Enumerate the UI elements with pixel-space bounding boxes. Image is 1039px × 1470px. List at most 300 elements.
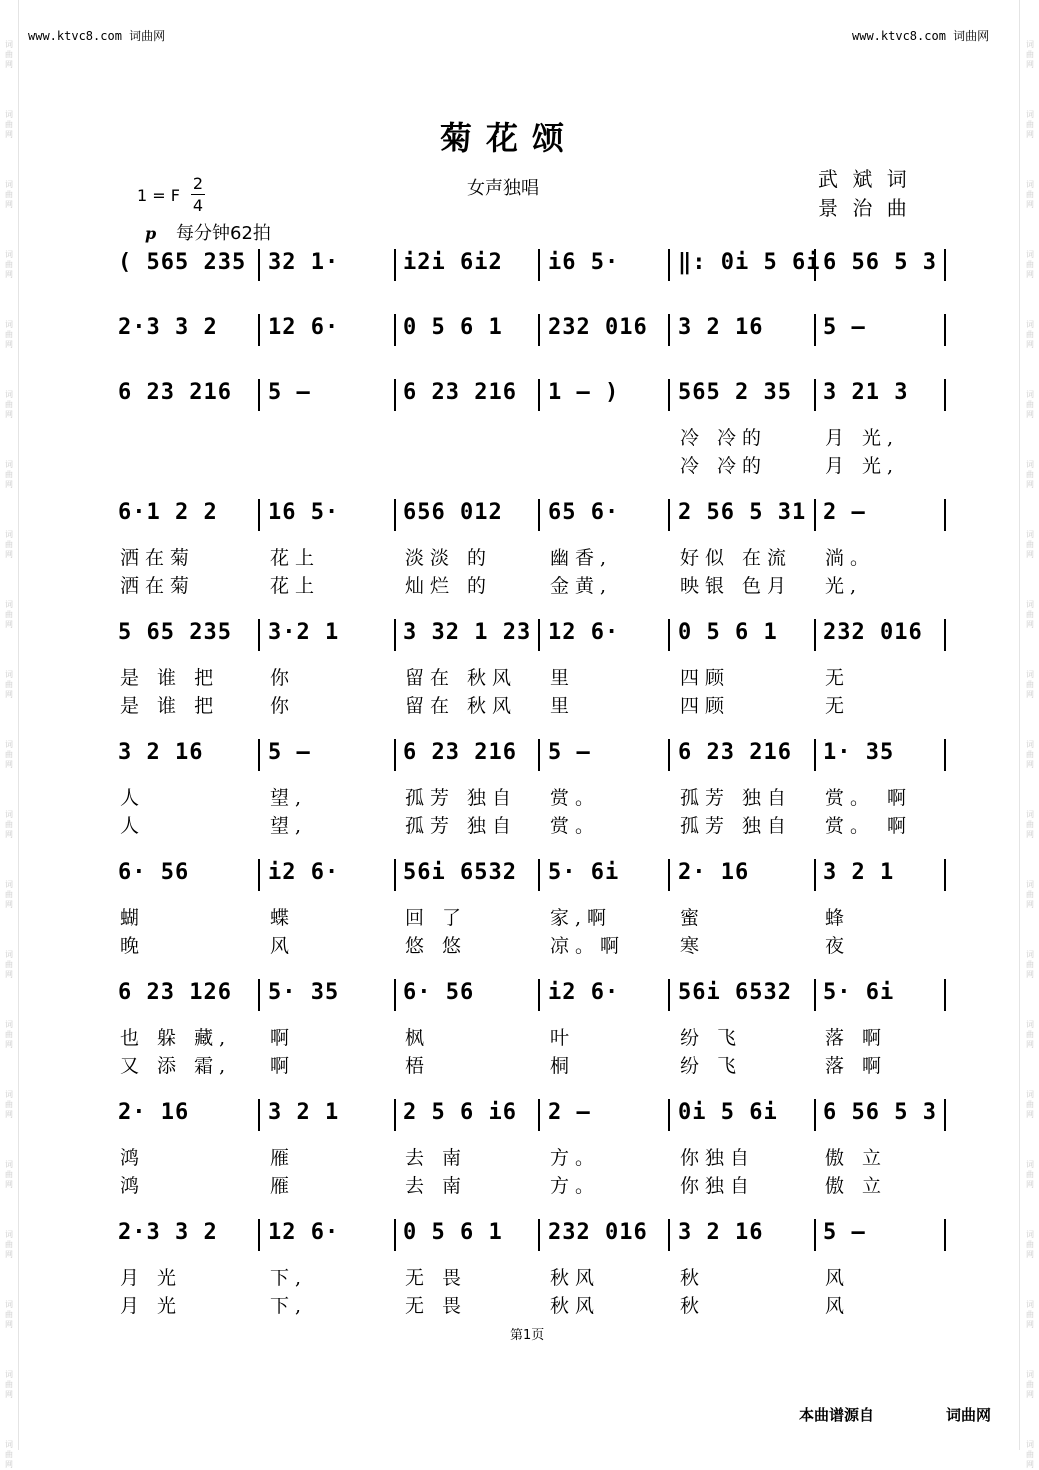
watermark-char: 网 xyxy=(5,200,13,209)
lyric-verse-1: 家,啊 xyxy=(550,907,613,929)
measure: 3 21 3 xyxy=(823,380,909,405)
lyric-verse-2: 灿烂 的 xyxy=(405,575,493,597)
watermark-char: 曲 xyxy=(5,680,13,689)
barline xyxy=(538,249,540,281)
barline xyxy=(944,859,946,891)
watermark-char: 词 xyxy=(1026,530,1034,539)
lyric-verse-1: 枫 xyxy=(405,1027,431,1049)
watermark-char: 词 xyxy=(5,460,13,469)
watermark-char: 词 xyxy=(1026,950,1034,959)
header-site-left[interactable]: www.ktvc8.com 词曲网 xyxy=(28,29,166,43)
barline xyxy=(538,979,540,1011)
measure: i6 5· xyxy=(548,250,620,275)
time-sig-bottom: 4 xyxy=(192,196,204,215)
measure: 6 56 5 3 xyxy=(823,1100,937,1125)
composer-credit: 景 治 曲 xyxy=(818,196,911,220)
lyric-verse-2: 鸿 xyxy=(120,1175,146,1197)
watermark-char: 网 xyxy=(5,130,13,139)
barline xyxy=(394,379,396,411)
watermark-char: 曲 xyxy=(5,190,13,199)
barline xyxy=(538,1099,540,1131)
lyric-verse-1: 四顾 xyxy=(680,667,731,689)
watermark-char: 网 xyxy=(5,690,13,699)
barline xyxy=(944,379,946,411)
barline xyxy=(668,1219,670,1251)
watermark-char: 网 xyxy=(5,410,13,419)
watermark-char: 曲 xyxy=(1026,1170,1034,1179)
barline xyxy=(668,1099,670,1131)
measure: 2·3 3 2 xyxy=(118,1220,218,1245)
watermark-char: 网 xyxy=(5,760,13,769)
watermark-char: 曲 xyxy=(5,470,13,479)
lyric-verse-2: 夜 xyxy=(825,935,851,957)
watermark-char: 曲 xyxy=(1026,540,1034,549)
measure: 0 5 6 1 xyxy=(403,315,503,340)
measure: 0 5 6 1 xyxy=(403,1220,503,1245)
barline xyxy=(394,1099,396,1131)
watermark-char: 曲 xyxy=(5,1380,13,1389)
lyric-verse-1: 月 光, xyxy=(825,427,900,449)
barline xyxy=(394,1219,396,1251)
measure: ( 565 235 xyxy=(118,250,247,275)
barline xyxy=(538,739,540,771)
barline xyxy=(258,859,260,891)
lyric-verse-2: 晚 xyxy=(120,935,146,957)
watermark-char: 词 xyxy=(5,320,13,329)
lyric-verse-1: 傲 立 xyxy=(825,1147,888,1169)
lyric-verse-1: 是 谁 把 xyxy=(120,667,220,689)
barline xyxy=(538,499,540,531)
barline xyxy=(258,739,260,771)
lyric-verse-2: 傲 立 xyxy=(825,1175,888,1197)
watermark-char: 网 xyxy=(5,970,13,979)
lyric-verse-1: 风 xyxy=(825,1267,851,1289)
song-title: 菊花颂 xyxy=(440,119,579,157)
watermark-char: 曲 xyxy=(5,750,13,759)
watermark-char: 词 xyxy=(5,670,13,679)
watermark-char: 网 xyxy=(1026,270,1034,279)
lyric-verse-2: 是 谁 把 xyxy=(120,695,220,717)
score-row xyxy=(112,1215,948,1317)
measure: 6·1 2 2 xyxy=(118,500,218,525)
barline xyxy=(668,739,670,771)
lyric-verse-2: 你独自 xyxy=(680,1175,756,1197)
barline xyxy=(944,619,946,651)
barline xyxy=(538,619,540,651)
measure: 0 5 6 1 xyxy=(678,620,778,645)
watermark-char: 网 xyxy=(1026,1110,1034,1119)
measure: 6 23 216 xyxy=(403,380,517,405)
lyric-verse-1: 蝶 xyxy=(270,907,296,929)
watermark-char: 曲 xyxy=(5,330,13,339)
measure: 3·2 1 xyxy=(268,620,340,645)
lyric-verse-1: 叶 xyxy=(550,1027,576,1049)
barline xyxy=(944,979,946,1011)
lyric-verse-1: 秋 xyxy=(680,1267,706,1289)
lyric-verse-2: 凉。啊 xyxy=(550,935,626,957)
barline xyxy=(668,859,670,891)
lyric-verse-2: 映银 色月 xyxy=(680,575,793,597)
watermark-char: 曲 xyxy=(1026,400,1034,409)
measure: 12 6· xyxy=(268,1220,340,1245)
lyric-verse-2: 花上 xyxy=(270,575,321,597)
time-sig-top: 2 xyxy=(192,174,204,193)
barline xyxy=(668,379,670,411)
lyric-verse-2: 你 xyxy=(270,695,296,717)
watermark-char: 网 xyxy=(5,480,13,489)
measure: i2 6· xyxy=(548,980,620,1005)
watermark-char: 曲 xyxy=(5,400,13,409)
measure: ‖: 0i 5 6i xyxy=(678,250,821,275)
measure: 2· 16 xyxy=(118,1100,190,1125)
barline xyxy=(668,314,670,346)
watermark-char: 词 xyxy=(1026,320,1034,329)
lyric-verse-2: 啊 xyxy=(270,1055,296,1077)
watermark-char: 词 xyxy=(5,740,13,749)
lyric-verse-1: 蝴 xyxy=(120,907,146,929)
score-row xyxy=(112,310,948,354)
barline xyxy=(258,249,260,281)
score-row xyxy=(112,855,948,957)
measure: 3 2 1 xyxy=(823,860,895,885)
watermark-char: 网 xyxy=(5,1320,13,1329)
score-row xyxy=(112,495,948,597)
barline xyxy=(944,739,946,771)
lyric-verse-1: 你独自 xyxy=(680,1147,756,1169)
lyric-verse-2: 人 xyxy=(120,815,146,837)
barline xyxy=(944,1219,946,1251)
watermark-char: 网 xyxy=(1026,410,1034,419)
lyric-verse-2: 赏。 xyxy=(550,815,601,837)
watermark-char: 词 xyxy=(5,810,13,819)
watermark-char: 网 xyxy=(1026,1180,1034,1189)
score-row xyxy=(112,735,948,837)
lyric-verse-2: 桐 xyxy=(550,1055,576,1077)
watermark-char: 词 xyxy=(1026,250,1034,259)
lyric-verse-1: 雁 xyxy=(270,1147,296,1169)
watermark-char: 曲 xyxy=(5,610,13,619)
watermark-char: 网 xyxy=(5,270,13,279)
lyric-verse-1: 纷 飞 xyxy=(680,1027,743,1049)
barline xyxy=(394,499,396,531)
barline xyxy=(668,249,670,281)
measure: 3 2 16 xyxy=(678,315,764,340)
barline xyxy=(814,379,816,411)
measure: 12 6· xyxy=(548,620,620,645)
watermark-char: 词 xyxy=(5,1020,13,1029)
watermark-char: 词 xyxy=(5,110,13,119)
lyric-verse-2: 风 xyxy=(825,1295,851,1317)
watermark-char: 曲 xyxy=(5,260,13,269)
barline xyxy=(668,499,670,531)
measure: 2 – xyxy=(823,500,866,525)
score-row xyxy=(112,245,948,289)
watermark-char: 曲 xyxy=(5,1450,13,1459)
measure: 232 016 xyxy=(548,1220,648,1245)
lyric-verse-1: 幽香, xyxy=(550,547,613,569)
watermark-char: 词 xyxy=(5,1300,13,1309)
measure: 16 5· xyxy=(268,500,340,525)
lyric-verse-1: 无 xyxy=(825,667,851,689)
measure: i2i 6i2 xyxy=(403,250,503,275)
lyric-verse-2: 赏。 啊 xyxy=(825,815,913,837)
lyric-verse-2: 孤芳 独自 xyxy=(680,815,793,837)
measure: 2·3 3 2 xyxy=(118,315,218,340)
lyric-verse-1: 无 畏 xyxy=(405,1267,468,1289)
measure: 65 6· xyxy=(548,500,620,525)
watermark-char: 网 xyxy=(5,1180,13,1189)
lyric-verse-2: 秋风 xyxy=(550,1295,601,1317)
barline xyxy=(814,859,816,891)
lyric-verse-1: 落 啊 xyxy=(825,1027,888,1049)
measure: 5 – xyxy=(548,740,591,765)
measure: 56i 6532 xyxy=(678,980,792,1005)
lyric-verse-2: 里 xyxy=(550,695,576,717)
measure: 5 – xyxy=(823,315,866,340)
lyric-verse-2: 望, xyxy=(270,815,308,837)
watermark-char: 词 xyxy=(1026,1230,1034,1239)
measure: 2 5 6 i6 xyxy=(403,1100,517,1125)
watermark-char: 词 xyxy=(5,950,13,959)
watermark-char: 曲 xyxy=(1026,120,1034,129)
watermark-char: 曲 xyxy=(5,1240,13,1249)
watermark-char: 网 xyxy=(1026,760,1034,769)
watermark-char: 词 xyxy=(5,1230,13,1239)
measure: 3 32 1 23 xyxy=(403,620,532,645)
watermark-char: 词 xyxy=(1026,1160,1034,1169)
watermark-char: 网 xyxy=(1026,130,1034,139)
measure: 6 23 216 xyxy=(118,380,232,405)
watermark-char: 曲 xyxy=(1026,190,1034,199)
measure: i2 6· xyxy=(268,860,340,885)
measure: 6 23 216 xyxy=(403,740,517,765)
lyric-verse-2: 无 xyxy=(825,695,851,717)
watermark-char: 曲 xyxy=(1026,1030,1034,1039)
watermark-char: 曲 xyxy=(1026,1450,1034,1459)
watermark-char: 网 xyxy=(5,1460,13,1469)
measure: 656 012 xyxy=(403,500,503,525)
lyric-verse-1: 鸿 xyxy=(120,1147,146,1169)
watermark-char: 网 xyxy=(1026,340,1034,349)
barline xyxy=(258,499,260,531)
lyric-verse-1: 秋风 xyxy=(550,1267,601,1289)
barline xyxy=(394,739,396,771)
watermark-char: 词 xyxy=(5,1090,13,1099)
watermark-char: 词 xyxy=(5,880,13,889)
lyric-verse-1: 回 了 xyxy=(405,907,468,929)
measure: 2· 16 xyxy=(678,860,750,885)
lyric-verse-2: 落 啊 xyxy=(825,1055,888,1077)
watermark-char: 词 xyxy=(5,1440,13,1449)
lyric-verse-1: 月 光 xyxy=(120,1267,183,1289)
watermark-char: 曲 xyxy=(5,1170,13,1179)
source-name[interactable]: 词曲网 xyxy=(946,1406,992,1424)
lyricist-credit: 武 斌 词 xyxy=(818,167,911,191)
watermark-char: 曲 xyxy=(1026,1100,1034,1109)
watermark-char: 词 xyxy=(5,530,13,539)
lyric-verse-1: 啊 xyxy=(270,1027,296,1049)
watermark-char: 词 xyxy=(5,40,13,49)
lyric-verse-2: 寒 xyxy=(680,935,706,957)
lyric-verse-1: 蜜 xyxy=(680,907,706,929)
lyric-verse-2: 秋 xyxy=(680,1295,706,1317)
lyric-verse-2: 洒在菊 xyxy=(120,575,196,597)
lyric-verse-1: 好似 在流 xyxy=(680,547,793,569)
barline xyxy=(814,499,816,531)
watermark-char: 曲 xyxy=(1026,820,1034,829)
lyric-verse-2: 风 xyxy=(270,935,296,957)
performance-type: 女声独唱 xyxy=(467,178,539,199)
barline xyxy=(394,619,396,651)
watermark-char: 曲 xyxy=(1026,960,1034,969)
lyric-verse-2: 光, xyxy=(825,575,863,597)
watermark-char: 网 xyxy=(1026,60,1034,69)
barline xyxy=(538,379,540,411)
watermark-char: 网 xyxy=(1026,1460,1034,1469)
watermark-char: 曲 xyxy=(5,1100,13,1109)
watermark-char: 曲 xyxy=(1026,1380,1034,1389)
measure: 3 2 1 xyxy=(268,1100,340,1125)
watermark-char: 曲 xyxy=(1026,1240,1034,1249)
barline xyxy=(258,979,260,1011)
right-border xyxy=(1019,0,1020,1450)
lyric-verse-1: 赏。 xyxy=(550,787,601,809)
lyric-verse-1: 望, xyxy=(270,787,308,809)
watermark-char: 词 xyxy=(1026,880,1034,889)
measure: 6· 56 xyxy=(118,860,190,885)
barline xyxy=(538,859,540,891)
lyric-verse-2: 雁 xyxy=(270,1175,296,1197)
measure: 1· 35 xyxy=(823,740,895,765)
measure: 232 016 xyxy=(548,315,648,340)
watermark-char: 曲 xyxy=(1026,260,1034,269)
watermark-char: 网 xyxy=(5,1110,13,1119)
watermark-char: 曲 xyxy=(1026,680,1034,689)
lyric-verse-2: 四顾 xyxy=(680,695,731,717)
watermark-char: 曲 xyxy=(5,890,13,899)
barline xyxy=(944,249,946,281)
measure: 6 23 216 xyxy=(678,740,792,765)
lyric-verse-2: 方。 xyxy=(550,1175,601,1197)
lyric-verse-1: 里 xyxy=(550,667,576,689)
watermark-char: 网 xyxy=(1026,1040,1034,1049)
watermark-char: 曲 xyxy=(5,1310,13,1319)
score-row xyxy=(112,615,948,717)
watermark-char: 网 xyxy=(1026,480,1034,489)
watermark-char: 词 xyxy=(5,1160,13,1169)
measure: 5 – xyxy=(268,740,311,765)
watermark-char: 网 xyxy=(1026,690,1034,699)
barline xyxy=(814,739,816,771)
watermark-char: 曲 xyxy=(1026,750,1034,759)
barline xyxy=(668,979,670,1011)
time-signature xyxy=(191,174,205,215)
watermark-char: 词 xyxy=(1026,740,1034,749)
score-row xyxy=(112,975,948,1077)
header-site-right[interactable]: www.ktvc8.com 词曲网 xyxy=(852,29,990,43)
watermark-char: 网 xyxy=(5,1250,13,1259)
measure: 3 2 16 xyxy=(118,740,204,765)
measure: 32 1· xyxy=(268,250,340,275)
watermark-char: 网 xyxy=(5,830,13,839)
watermark-char: 曲 xyxy=(1026,890,1034,899)
lyric-verse-1: 也 躲 藏, xyxy=(120,1027,232,1049)
lyric-verse-2: 孤芳 独自 xyxy=(405,815,518,837)
lyric-verse-1: 人 xyxy=(120,787,146,809)
watermark-char: 网 xyxy=(1026,900,1034,909)
watermark-char: 词 xyxy=(5,390,13,399)
watermark-char: 词 xyxy=(5,1370,13,1379)
watermark-char: 网 xyxy=(5,900,13,909)
lyric-verse-2: 纷 飞 xyxy=(680,1055,743,1077)
lyric-verse-1: 孤芳 独自 xyxy=(680,787,793,809)
watermark-char: 曲 xyxy=(5,1030,13,1039)
left-watermark-strip xyxy=(0,0,18,1469)
barline xyxy=(814,1219,816,1251)
tempo-marking: 每分钟62拍 xyxy=(176,223,271,244)
barline xyxy=(814,619,816,651)
lyric-verse-2: 月 光, xyxy=(825,455,900,477)
lyric-verse-1: 方。 xyxy=(550,1147,601,1169)
page-number: 第1页 xyxy=(510,1328,545,1343)
measure: 6 56 5 3 xyxy=(823,250,937,275)
barline xyxy=(258,314,260,346)
lyric-verse-1: 去 南 xyxy=(405,1147,468,1169)
barline xyxy=(944,499,946,531)
watermark-char: 曲 xyxy=(5,820,13,829)
measure: 3 2 16 xyxy=(678,1220,764,1245)
lyric-verse-2: 月 光 xyxy=(120,1295,183,1317)
lyric-verse-1: 洒在菊 xyxy=(120,547,196,569)
lyric-verse-2: 无 畏 xyxy=(405,1295,468,1317)
watermark-char: 曲 xyxy=(1026,330,1034,339)
watermark-char: 词 xyxy=(1026,810,1034,819)
lyric-verse-1: 留在 秋风 xyxy=(405,667,518,689)
key-signature: 1 = F xyxy=(137,186,180,205)
lyric-verse-1: 下, xyxy=(270,1267,308,1289)
barline xyxy=(258,619,260,651)
barline xyxy=(944,1099,946,1131)
watermark-char: 词 xyxy=(5,180,13,189)
lyric-verse-2: 下, xyxy=(270,1295,308,1317)
watermark-char: 网 xyxy=(1026,550,1034,559)
lyric-verse-1: 孤芳 独自 xyxy=(405,787,518,809)
barline xyxy=(538,314,540,346)
lyric-verse-2: 金黄, xyxy=(550,575,613,597)
watermark-char: 词 xyxy=(1026,390,1034,399)
measure: 2 56 5 31 xyxy=(678,500,807,525)
watermark-char: 曲 xyxy=(5,50,13,59)
lyric-verse-1: 冷 冷的 xyxy=(680,427,768,449)
left-border xyxy=(18,0,19,1450)
watermark-char: 曲 xyxy=(5,960,13,969)
measure: 6 23 126 xyxy=(118,980,232,1005)
watermark-char: 词 xyxy=(1026,1020,1034,1029)
lyric-verse-2: 留在 秋风 xyxy=(405,695,518,717)
right-watermark-strip xyxy=(1021,0,1039,1469)
lyric-verse-2: 冷 冷的 xyxy=(680,455,768,477)
watermark-char: 词 xyxy=(5,250,13,259)
measure: 232 016 xyxy=(823,620,923,645)
measure: 565 2 35 xyxy=(678,380,792,405)
watermark-char: 词 xyxy=(5,600,13,609)
watermark-char: 网 xyxy=(1026,1320,1034,1329)
watermark-char: 网 xyxy=(5,1390,13,1399)
watermark-char: 词 xyxy=(1026,1090,1034,1099)
watermark-char: 曲 xyxy=(5,120,13,129)
lyric-verse-1: 淡淡 的 xyxy=(405,547,493,569)
dynamic-marking: p xyxy=(145,224,157,243)
